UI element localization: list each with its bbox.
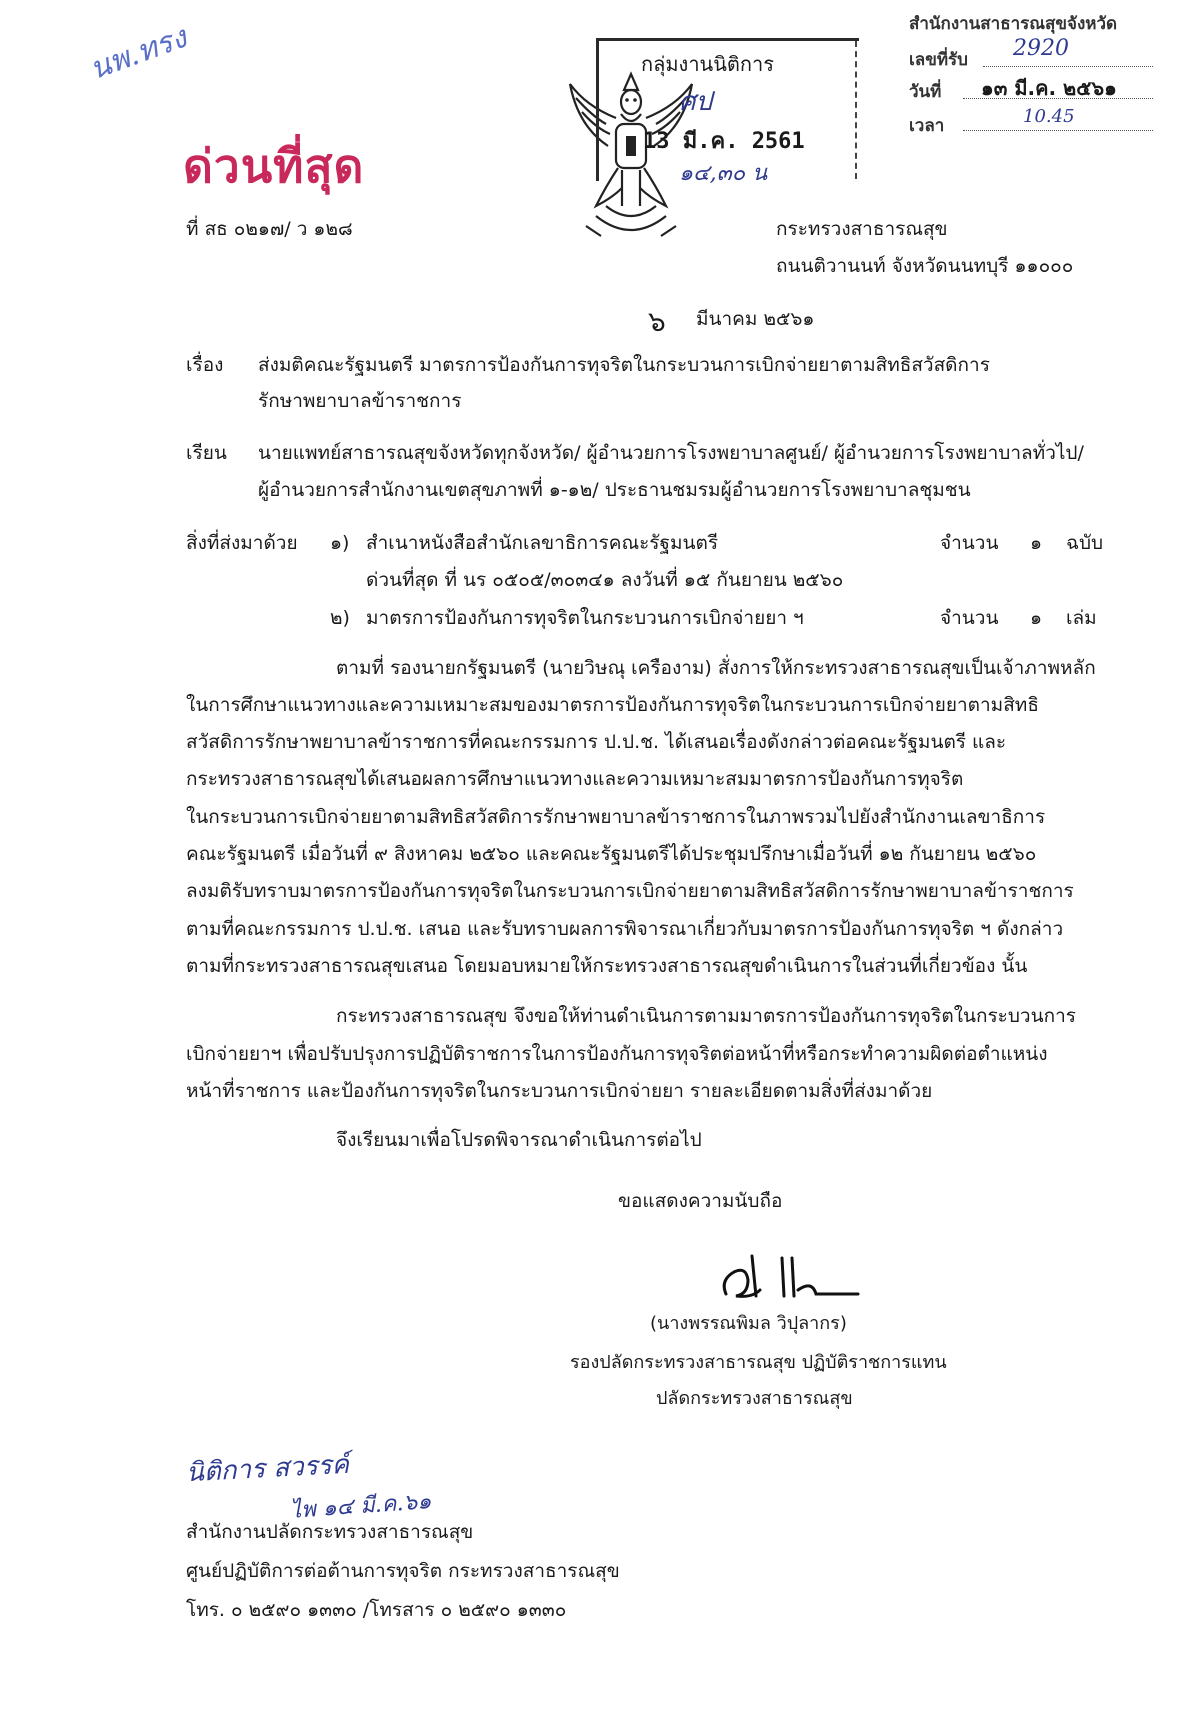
subject-line-1: ส่งมติคณะรัฐมนตรี มาตรการป้องกันการทุจริตในกระบวนการเบิกจ่ายยาตามสิทธิสวัสดิการ	[258, 354, 990, 376]
addressee-line-1: นายแพทย์สาธารณสุขจังหวัดทุกจังหวัด/ ผู้อำนวยการโรงพยาบาลศูนย์/ ผู้อำนวยการโรงพยาบาลทั่วไป/	[258, 442, 1084, 464]
footer-center: ศูนย์ปฏิบัติการต่อต้านการทุจริต กระทรวงสาธารณสุข	[186, 1560, 620, 1582]
body-p1-line-4: กระทรวงสาธารณสุขได้เสนอผลการศึกษาแนวทางและความเหมาะสมมาตรการป้องกันการทุจริต	[186, 768, 964, 790]
body-p1-line-1: ตามที่ รองนายกรัฐมนตรี (นายวิษณุ เครืองาม) สั่งการให้กระทรวงสาธารณสุขเป็นเจ้าภาพหลัก	[336, 657, 1096, 679]
signatory-title-2: ปลัดกระทรวงสาธารณสุข	[656, 1388, 853, 1409]
receipt-time-value: 10.45	[1023, 106, 1075, 127]
enclosure-2-text: มาตรการป้องกันการทุจริตในกระบวนการเบิกจ่ายยา ฯ	[366, 607, 804, 629]
receipt-office: สำนักงานสาธารณสุขจังหวัด	[909, 14, 1118, 34]
stamp-title: กลุ่มงานนิติการ	[641, 52, 774, 76]
addressee-label: เรียน	[186, 442, 227, 464]
receipt-date-label: วันที่	[909, 82, 942, 102]
footer-contact: โทร. ๐ ๒๕๙๐ ๑๓๓๐ /โทรสาร ๐ ๒๕๙๐ ๑๓๓๐	[186, 1599, 567, 1621]
enclosure-1-qty-label: จำนวน	[940, 532, 999, 554]
stamp-right-border	[855, 41, 857, 179]
body-p1-line-7: ลงมติรับทราบมาตรการป้องกันการทุจริตในกระบวนการเบิกจ่ายยาตามสิทธิสวัสดิการรักษาพยาบาลข้าราชการ	[186, 880, 1074, 902]
stamp-date: 13 มี.ค. 2561	[643, 129, 805, 154]
signatory-name: (นางพรรณพิมล วิปุลากร)	[650, 1313, 847, 1334]
reference-number: ที่ สธ ๐๒๑๗/ ว ๑๒๘	[186, 218, 353, 240]
handwritten-note-line-2: ไพ ๑๔ มี.ค.๖๑	[289, 1489, 433, 1524]
receipt-time-label: เวลา	[909, 116, 945, 136]
regards: ขอแสดงความนับถือ	[618, 1190, 783, 1212]
signatory-title-1: รองปลัดกระทรวงสาธารณสุข ปฏิบัติราชการแทน	[570, 1352, 947, 1373]
footer-office: สำนักงานปลัดกระทรวงสาธารณสุข	[186, 1521, 474, 1543]
legal-group-stamp	[596, 38, 859, 186]
subject-line-2: รักษาพยาบาลข้าราชการ	[258, 390, 462, 412]
body-p2-line-1: กระทรวงสาธารณสุข จึงขอให้ท่านดำเนินการตามมาตรการป้องกันการทุจริตในกระบวนการ	[336, 1005, 1076, 1027]
receipt-no-line	[983, 66, 1153, 67]
addressee-line-2: ผู้อำนวยการสำนักงานเขตสุขภาพที่ ๑-๑๒/ ประธานชมรมผู้อำนวยการโรงพยาบาลชุมชน	[258, 479, 971, 501]
enclosures-label: สิ่งที่ส่งมาด้วย	[186, 532, 298, 554]
body-p2-line-3: หน้าที่ราชการ และป้องกันการทุจริตในกระบวนการเบิกจ่ายยา รายละเอียดตามสิ่งที่ส่งมาด้วย	[186, 1080, 933, 1102]
body-p1-line-5: ในกระบวนการเบิกจ่ายยาตามสิทธิสวัสดิการรักษาพยาบาลข้าราชการในภาพรวมไปยังสำนักงานเลขาธิการ	[186, 806, 1046, 828]
receipt-date-value: ๑๓ มี.ค. ๒๕๖๑	[981, 76, 1117, 100]
subject-label: เรื่อง	[186, 354, 224, 376]
body-p1-line-6: คณะรัฐมนตรี เมื่อวันที่ ๙ สิงหาคม ๒๕๖๐ และคณะรัฐมนตรีได้ประชุมปรึกษาเมื่อวันที่ ๑๒ กันยายน ๒๕๖๐	[186, 843, 1037, 865]
enclosure-1-text: สำเนาหนังสือสำนักเลขาธิการคณะรัฐมนตรี	[366, 532, 719, 554]
urgency-heading: ด่วนที่สุด	[183, 139, 365, 193]
receipt-time-line	[963, 130, 1153, 131]
enclosure-2-no: ๒)	[330, 607, 350, 629]
stamp-initial: ศป	[679, 87, 713, 117]
date-day: ๖	[648, 305, 666, 338]
stamp-time: ๑๔,๓๐ น	[679, 161, 768, 186]
enclosure-1-qty: ๑	[1030, 532, 1043, 554]
closing-request: จึงเรียนมาเพื่อโปรดพิจารณาดำเนินการต่อไป	[336, 1129, 702, 1151]
enclosure-2-qty-label: จำนวน	[940, 607, 999, 629]
enclosure-1-text-2: ด่วนที่สุด ที่ นร ๐๕๐๕/๓๐๓๔๑ ลงวันที่ ๑๕ กันยายน ๒๕๖๐	[366, 569, 844, 591]
signature-image	[712, 1250, 862, 1310]
enclosure-2-unit: เล่ม	[1066, 607, 1097, 629]
body-p1-line-9: ตามที่กระทรวงสาธารณสุขเสนอ โดยมอบหมายให้กระทรวงสาธารณสุขดำเนินการในส่วนที่เกี่ยวข้อง นั้น	[186, 955, 1028, 977]
sender-address: ถนนติวานนท์ จังหวัดนนทบุรี ๑๑๐๐๐	[776, 255, 1074, 277]
receipt-no-value: 2920	[1013, 36, 1069, 61]
body-p1-line-2: ในการศึกษาแนวทางและความเหมาะสมของมาตรการป้องกันการทุจริตในกระบวนการเบิกจ่ายยาตามสิทธิ	[186, 694, 1039, 716]
enclosure-1-unit: ฉบับ	[1066, 532, 1104, 554]
body-p1-line-3: สวัสดิการรักษาพยาบาลข้าราชการที่คณะกรรมการ ป.ป.ช. ได้เสนอเรื่องดังกล่าวต่อคณะรัฐมนตรี และ	[186, 731, 1007, 753]
receipt-no-label: เลขที่รับ	[909, 50, 968, 70]
body-p2-line-2: เบิกจ่ายยาฯ เพื่อปรับปรุงการปฏิบัติราชการในการป้องกันการทุจริตต่อหน้าที่หรือกระทำความผิดต่อตำแหน่ง	[186, 1043, 1048, 1065]
date-month-year: มีนาคม ๒๕๖๑	[696, 308, 815, 330]
receipt-stamp	[903, 10, 1163, 136]
corner-scribble: นพ.ทรง	[85, 19, 192, 88]
handwritten-note-line-1: นิติการ สวรรค์	[185, 1449, 350, 1489]
enclosure-1-no: ๑)	[330, 532, 350, 554]
sender-org: กระทรวงสาธารณสุข	[776, 218, 948, 240]
body-p1-line-8: ตามที่คณะกรรมการ ป.ป.ช. เสนอ และรับทราบผลการพิจารณาเกี่ยวกับมาตรการป้องกันการทุจริต ฯ ดังกล่าว	[186, 918, 1064, 940]
enclosure-2-qty: ๑	[1030, 607, 1043, 629]
